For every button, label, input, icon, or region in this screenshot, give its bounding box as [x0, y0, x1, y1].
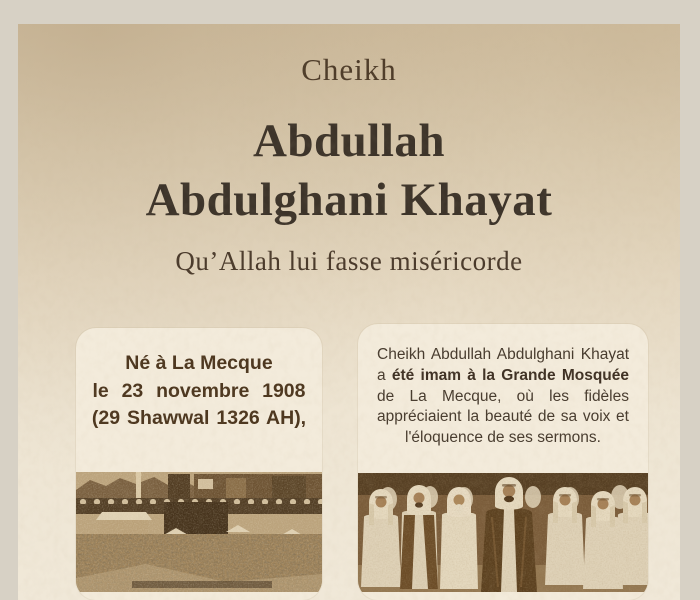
header: [18, 52, 680, 278]
subtitle: Qu’Allah lui fasse miséricorde: [175, 246, 523, 276]
birth-line-2: le 23 novembre 1908: [92, 379, 306, 402]
pretitle: Cheikh: [301, 52, 397, 87]
imam-text: Cheikh Abdullah Abdulghani Khayat a été imam à la Grande Mosquée de La Mecque, où les fidèles appréciaient la beauté de sa voix et l'éloquence de ses sermons.: [377, 346, 629, 447]
birth-line-3: (29 Shawwal 1326 AH),: [91, 407, 307, 429]
page-title: [18, 112, 680, 230]
title-line-2: Abdulghani Khayat: [145, 174, 553, 226]
birth-line-1: Né à La Mecque: [125, 352, 273, 374]
imam-group-photo: [358, 473, 648, 592]
title-line-1: Abdullah: [252, 115, 446, 167]
birth-card: [76, 328, 322, 600]
birth-text: [76, 328, 322, 433]
parchment-page: [18, 24, 680, 600]
imam-card: [358, 324, 648, 600]
mecca-grand-mosque-crowd-photo: [76, 472, 322, 592]
